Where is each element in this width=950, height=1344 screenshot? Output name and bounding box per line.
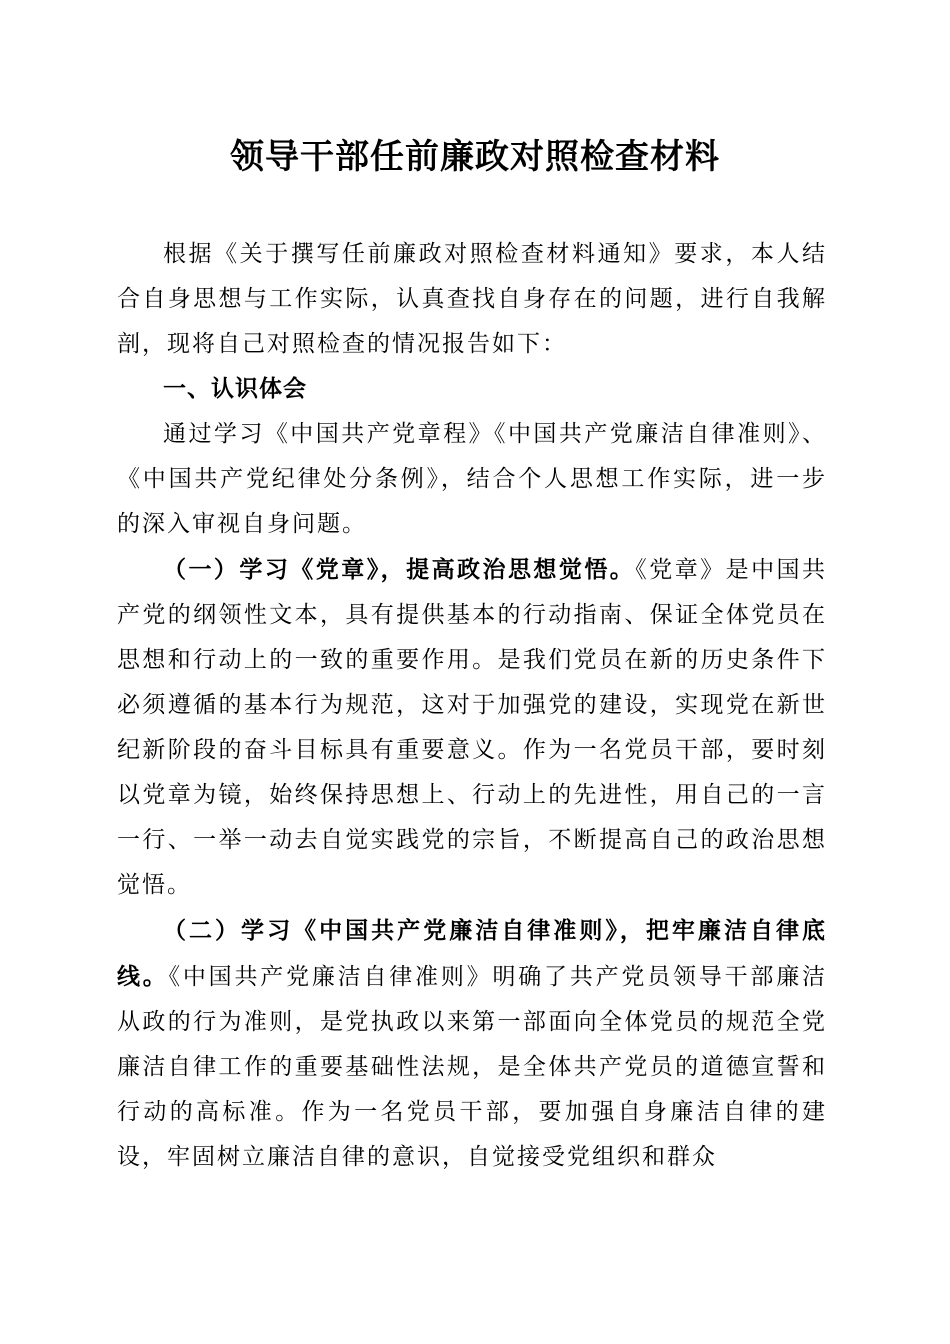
item-two-heading: （二）学习《中国共产党廉洁自律准则》，把牢廉洁自律底线。 [117,917,827,990]
item-one-paragraph [117,547,827,908]
item-two-text: 《中国共产党廉洁自律准则》明确了共产党员领导干部廉洁从政的行为准则，是党执政以来第一部面向全体党员的规范全党廉洁自律工作的重要基础性法规，是全体共产党员的道德宣誓和行动的高标准。作为一名党员干部，要加强自身廉洁自律的建设，牢固树立廉洁自律的意识，自觉接受党组织和群众 [117,964,828,1170]
intro-paragraph: 根据《关于撰写任前廉政对照检查材料通知》要求，本人结合自身思想与工作实际，认真查找自身存在的问题，进行自我解剖，现将自己对照检查的情况报告如下： [117,241,827,357]
item-one-text: 《党章》是中国共产党的纲领性文本，具有提供基本的行动指南、保证全体党员在思想和行动上的一致的重要作用。是我们党员在新的历史条件下必须遵循的基本行为规范，这对于加强党的建设，实现党在新世纪新阶段的奋斗目标具有重要意义。作为一名党员干部，要时刻以党章为镜，始终保持思想上、行动上的先进性，用自己的一言一行、一举一动去自觉实践党的宗旨，不断提高自己的政治思想觉悟。 [117,557,828,898]
section-heading: 一、认识体会 [163,376,307,402]
item-two-paragraph [117,908,827,1180]
section-intro-paragraph: 通过学习《中国共产党章程》《中国共产党廉洁自律准则》、《中国共产党纪律处分条例》，结合个人思想工作实际，进一步的深入审视自身问题。 [117,421,827,537]
document-title: 领导干部任前廉政对照检查材料 [230,137,720,177]
document-body [117,232,827,1180]
item-one-heading: （一）学习《党章》，提高政治思想觉悟。 [163,556,636,583]
